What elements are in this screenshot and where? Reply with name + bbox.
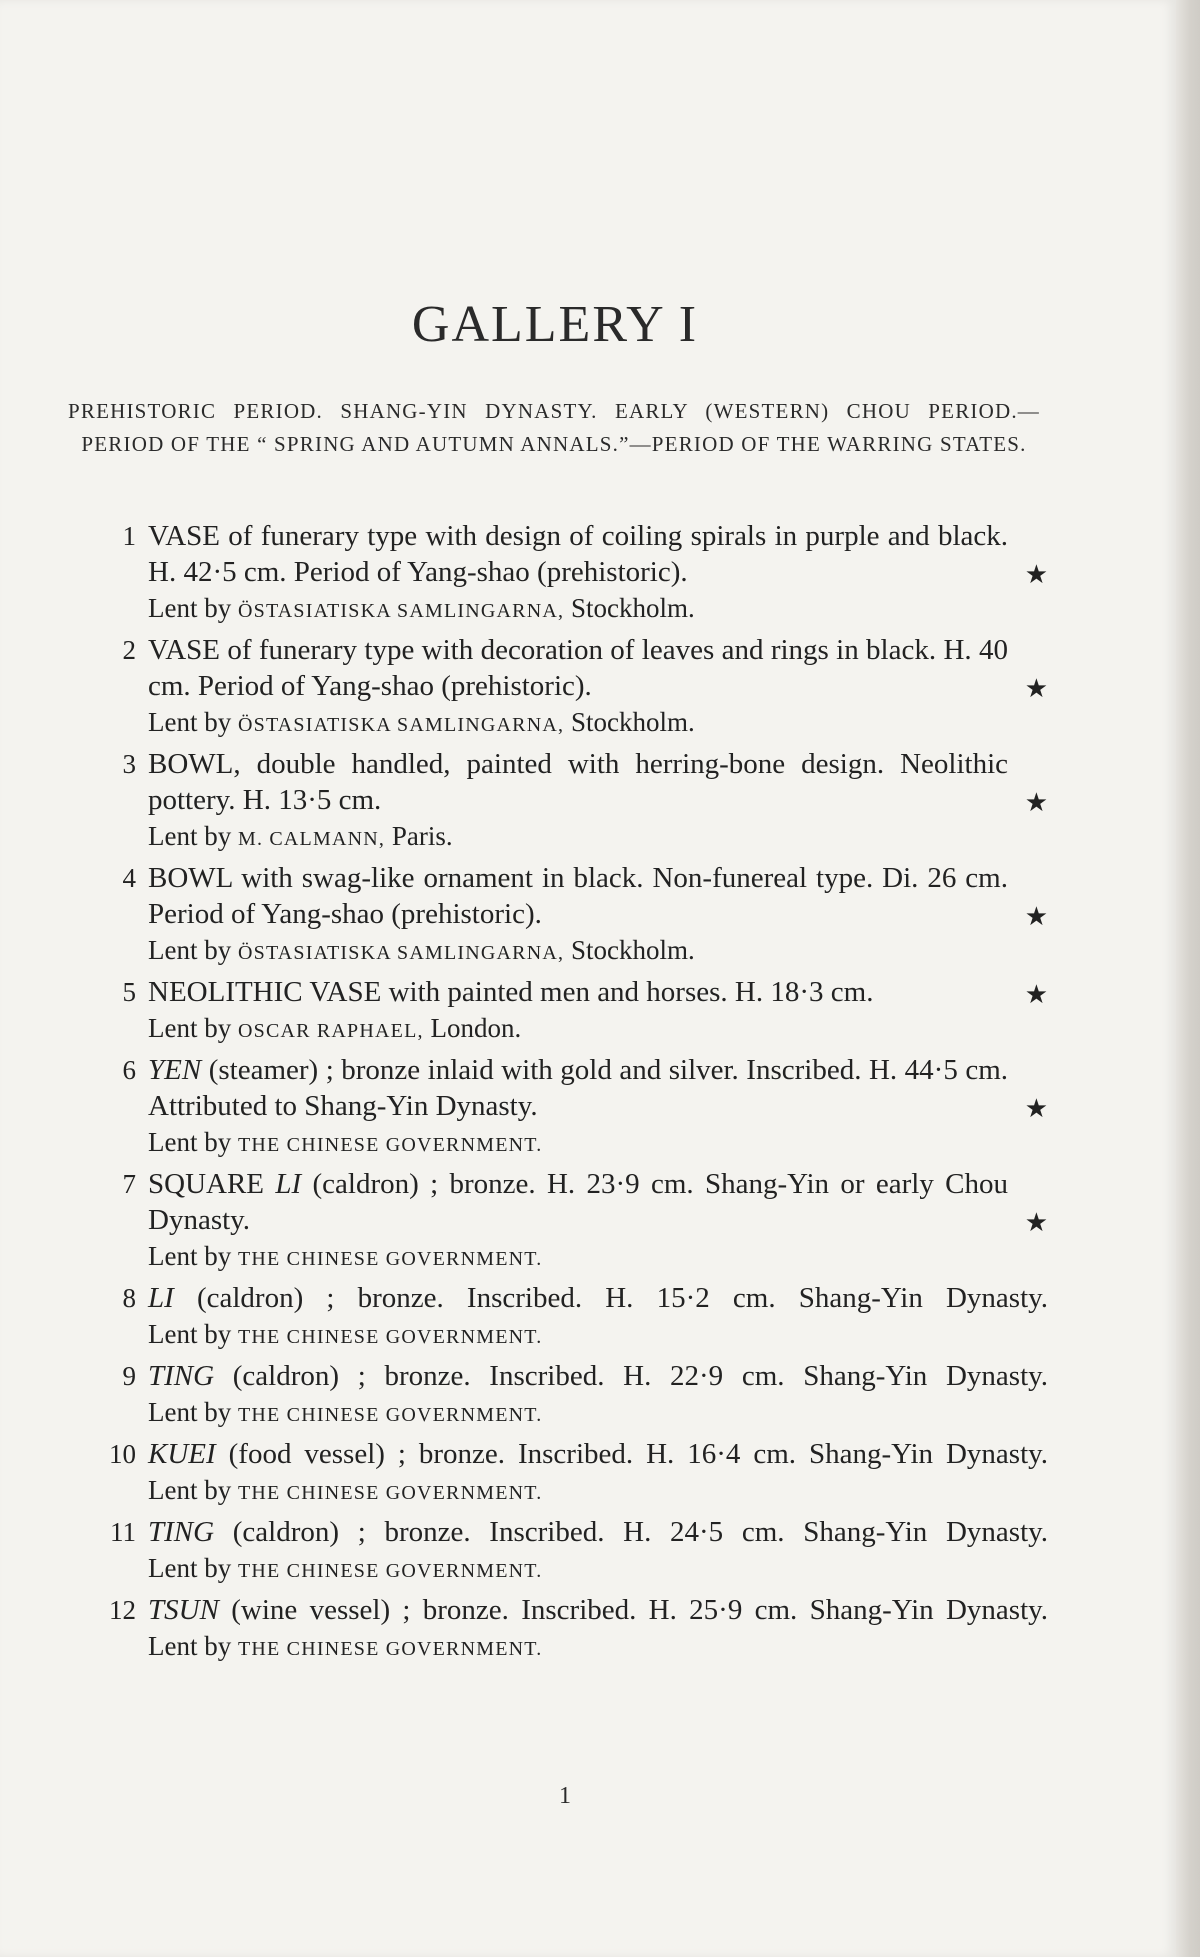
entry-number: 4	[122, 863, 136, 893]
entry-lender-line	[148, 1472, 1048, 1511]
entry-description-text: VASE of funerary type with decoration of leaves and rings in black. H. 40 cm. Period of Yang-shao (prehistoric).	[148, 634, 1008, 702]
entry-description	[148, 1436, 1048, 1472]
lent-by-label: Lent by	[148, 1241, 232, 1271]
entry-object-name: KUEI	[148, 1438, 216, 1470]
catalogue-list	[100, 518, 1048, 1670]
page-number: 1	[559, 1783, 571, 1809]
entry-lender-line	[148, 818, 1048, 857]
lender-place: Stockholm.	[570, 707, 695, 737]
lender-name: ÖSTASIATISKA SAMLINGARNA,	[237, 714, 565, 736]
lender-name: THE CHINESE GOVERNMENT.	[237, 1560, 543, 1582]
lent-by-label: Lent by	[148, 1127, 232, 1157]
entry-description-text: (caldron) ; bronze. Inscribed. H. 24·5 cm. Shang-Yin Dynasty.	[232, 1516, 1048, 1548]
entry-number: 5	[122, 977, 136, 1007]
entry-description	[148, 1358, 1048, 1394]
catalogue-entry	[100, 860, 1048, 971]
entry-description-text: VASE of funerary type with design of coiling spirals in purple and black. H. 42·5 cm. Period of Yang-shao (prehistoric).	[148, 520, 1008, 588]
entry-number: 11	[110, 1517, 136, 1547]
lender-name: ÖSTASIATISKA SAMLINGARNA,	[237, 600, 565, 622]
lent-by-label: Lent by	[148, 1397, 232, 1427]
lent-by-label: Lent by	[148, 1319, 232, 1349]
period-subtitle: PREHISTORIC PERIOD. SHANG-YIN DYNASTY. EARLY (WESTERN) CHOU PERIOD.—PERIOD OF THE “ SPRING AND AUTUMN ANNALS.”—PERIOD OF THE WARRING STATES.	[68, 399, 1040, 456]
entry-description-text: (wine vessel) ; bronze. Inscribed. H. 25·9 cm. Shang-Yin Dynasty.	[231, 1594, 1049, 1626]
star-icon: ★	[1024, 788, 1048, 817]
lender-place: London.	[430, 1013, 522, 1043]
entry-description	[148, 860, 1048, 932]
page-edge	[1176, 0, 1200, 1957]
entry-lender-line	[148, 1010, 1048, 1049]
entry-number: 2	[122, 635, 136, 665]
lent-by-label: Lent by	[148, 821, 232, 851]
entry-number: 7	[122, 1169, 136, 1199]
catalogue-entry	[100, 518, 1048, 629]
lent-by-label: Lent by	[148, 1631, 232, 1661]
lent-by-label: Lent by	[148, 707, 232, 737]
star-icon: ★	[1024, 902, 1048, 931]
entry-lender-line	[148, 704, 1048, 743]
entry-description	[148, 1592, 1048, 1628]
entry-description-text: (food vessel) ; bronze. Inscribed. H. 16·4 cm. Shang-Yin Dynasty.	[228, 1438, 1049, 1470]
lender-name: ÖSTASIATISKA SAMLINGARNA,	[237, 942, 565, 964]
catalogue-entry	[100, 746, 1048, 857]
lender-name: THE CHINESE GOVERNMENT.	[237, 1134, 543, 1156]
entry-object-name: LI	[275, 1168, 302, 1200]
entry-lender-line	[148, 1238, 1048, 1277]
star-icon: ★	[1024, 674, 1048, 703]
entry-number: 9	[122, 1361, 136, 1391]
entry-lender-line	[148, 590, 1048, 629]
entry-description-text: NEOLITHIC VASE with painted men and horses. H. 18·3 cm.	[148, 976, 874, 1008]
lender-place: Stockholm.	[570, 935, 695, 965]
star-icon: ★	[1024, 1094, 1048, 1123]
catalogue-entry	[100, 632, 1048, 743]
entry-number: 10	[109, 1439, 136, 1469]
page-title: GALLERY I	[411, 296, 699, 353]
entry-lender-line	[148, 932, 1048, 971]
lender-name: M. CALMANN,	[237, 828, 386, 850]
star-icon: ★	[1024, 560, 1048, 589]
star-icon: ★	[1024, 980, 1048, 1009]
entry-description-text: (caldron) ; bronze. Inscribed. H. 22·9 cm. Shang-Yin Dynasty.	[232, 1360, 1048, 1392]
lender-name: THE CHINESE GOVERNMENT.	[237, 1326, 543, 1348]
lender-name: THE CHINESE GOVERNMENT.	[237, 1482, 543, 1504]
lent-by-label: Lent by	[148, 1553, 232, 1583]
entry-description-text: BOWL with swag-like ornament in black. Non-funereal type. Di. 26 cm. Period of Yang-shao (prehistoric).	[148, 862, 1008, 930]
lender-name: OSCAR RAPHAEL,	[237, 1020, 424, 1042]
entry-description-text: SQUARE	[148, 1168, 265, 1200]
entry-description-text: (steamer) ; bronze inlaid with gold and silver. Inscribed. H. 44·5 cm. Attributed to Shang-Yin Dynasty.	[148, 1054, 1009, 1122]
entry-description-text: (caldron) ; bronze. Inscribed. H. 15·2 cm. Shang-Yin Dynasty.	[196, 1282, 1049, 1314]
lender-name: THE CHINESE GOVERNMENT.	[237, 1638, 543, 1660]
entry-number: 12	[109, 1595, 136, 1625]
catalogue-entry	[100, 1280, 1048, 1355]
catalogue-entry	[100, 1592, 1048, 1667]
entry-number: 6	[122, 1055, 136, 1085]
catalogue-entry	[100, 974, 1048, 1049]
entry-lender-line	[148, 1316, 1048, 1355]
star-icon: ★	[1024, 1208, 1048, 1237]
lent-by-label: Lent by	[148, 593, 232, 623]
entry-lender-line	[148, 1124, 1048, 1163]
lender-name: THE CHINESE GOVERNMENT.	[237, 1404, 543, 1426]
entry-object-name: LI	[148, 1282, 174, 1314]
entry-object-name: TING	[148, 1516, 215, 1548]
entry-description	[148, 974, 1048, 1010]
catalogue-entry	[100, 1052, 1048, 1163]
entry-lender-line	[148, 1550, 1048, 1589]
lent-by-label: Lent by	[148, 1475, 232, 1505]
entry-lender-line	[148, 1394, 1048, 1433]
lender-place: Stockholm.	[570, 593, 695, 623]
catalogue-entry	[100, 1436, 1048, 1511]
entry-object-name: YEN	[148, 1054, 202, 1086]
entry-description	[148, 1166, 1048, 1238]
catalogue-entry	[100, 1358, 1048, 1433]
entry-object-name: TSUN	[148, 1594, 219, 1626]
catalogue-entry	[100, 1166, 1048, 1277]
entry-description	[148, 518, 1048, 590]
entry-description-text: (caldron) ; bronze. H. 23·9 cm. Shang-Yin or early Chou Dynasty.	[148, 1168, 1009, 1236]
lent-by-label: Lent by	[148, 935, 232, 965]
entry-object-name: TING	[148, 1360, 215, 1392]
entry-lender-line	[148, 1628, 1048, 1667]
entry-number: 1	[122, 521, 136, 551]
lent-by-label: Lent by	[148, 1013, 232, 1043]
catalogue-entry	[100, 1514, 1048, 1589]
entry-number: 3	[122, 749, 136, 779]
lender-place: Paris.	[391, 821, 453, 851]
entry-description-text: BOWL, double handled, painted with herring-bone design. Neolithic pottery. H. 13·5 cm.	[148, 748, 1008, 816]
lender-name: THE CHINESE GOVERNMENT.	[237, 1248, 543, 1270]
entry-description	[148, 1280, 1048, 1316]
entry-description	[148, 746, 1048, 818]
entry-description	[148, 1052, 1048, 1124]
entry-description	[148, 632, 1048, 704]
entry-number: 8	[122, 1283, 136, 1313]
entry-description	[148, 1514, 1048, 1550]
